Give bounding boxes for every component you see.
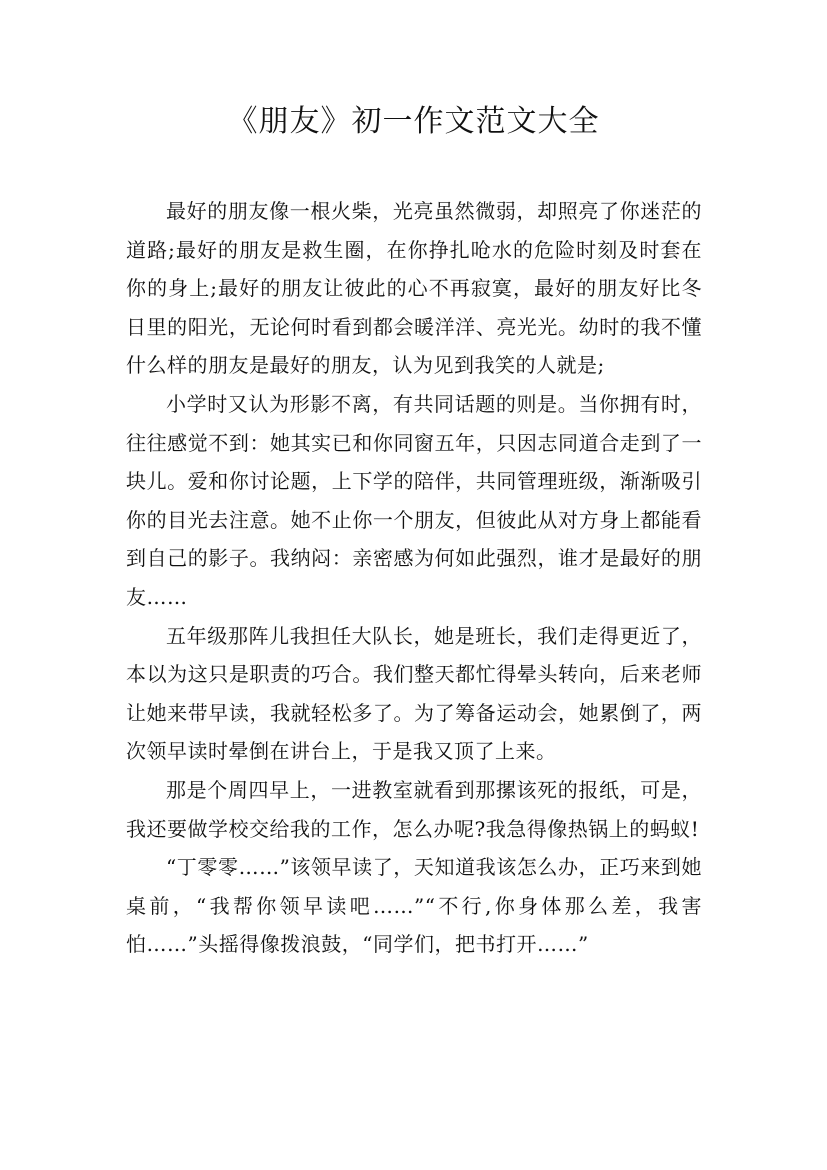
document-title: 《朋友》初一作文范文大全 xyxy=(227,104,600,139)
paragraph-2: 小学时又认为形影不离，有共同话题的则是。当你拥有时，往往感觉不到：她其实已和你同窗五年，只因志同道合走到了一块儿。爱和你讨论题，上下学的陪伴，共同管理班级，渐渐吸引你的目光去注意。她不止你一个朋友，但彼此从对方身上都能看到自己的影子。我纳闷：亲密感为何如此强烈，谁才是最好的朋友…… xyxy=(126,391,702,609)
paragraph-3: 五年级那阵儿我担任大队长，她是班长，我们走得更近了，本以为这只是职责的巧合。我们整天都忙得晕头转向，后来老师让她来带早读，我就轻松多了。为了筹备运动会，她累倒了，两次领早读时晕倒在讲台上，于是我又顶了上来。 xyxy=(126,623,702,764)
paragraph-4: 那是个周四早上，一进教室就看到那摞该死的报纸，可是，我还要做学校交给我的工作，怎么办呢?我急得像热锅上的蚂蚁! xyxy=(126,777,702,841)
paragraph-1: 最好的朋友像一根火柴，光亮虽然微弱，却照亮了你迷茫的道路;最好的朋友是救生圈，在你挣扎呛水的危险时刻及时套在你的身上;最好的朋友让彼此的心不再寂寞，最好的朋友好比冬日里的阳光，无论何时看到都会暖洋洋、亮光光。幼时的我不懂什么样的朋友是最好的朋友，认为见到我笑的人就是; xyxy=(126,199,702,378)
paragraph-5: “丁零零……”该领早读了，天知道我该怎么办，正巧来到她桌前，“我帮你领早读吧……”“不行,你身体那么差，我害怕……”头摇得像拨浪鼓，“同学们，把书打开……” xyxy=(126,855,702,957)
document-body xyxy=(126,192,702,964)
